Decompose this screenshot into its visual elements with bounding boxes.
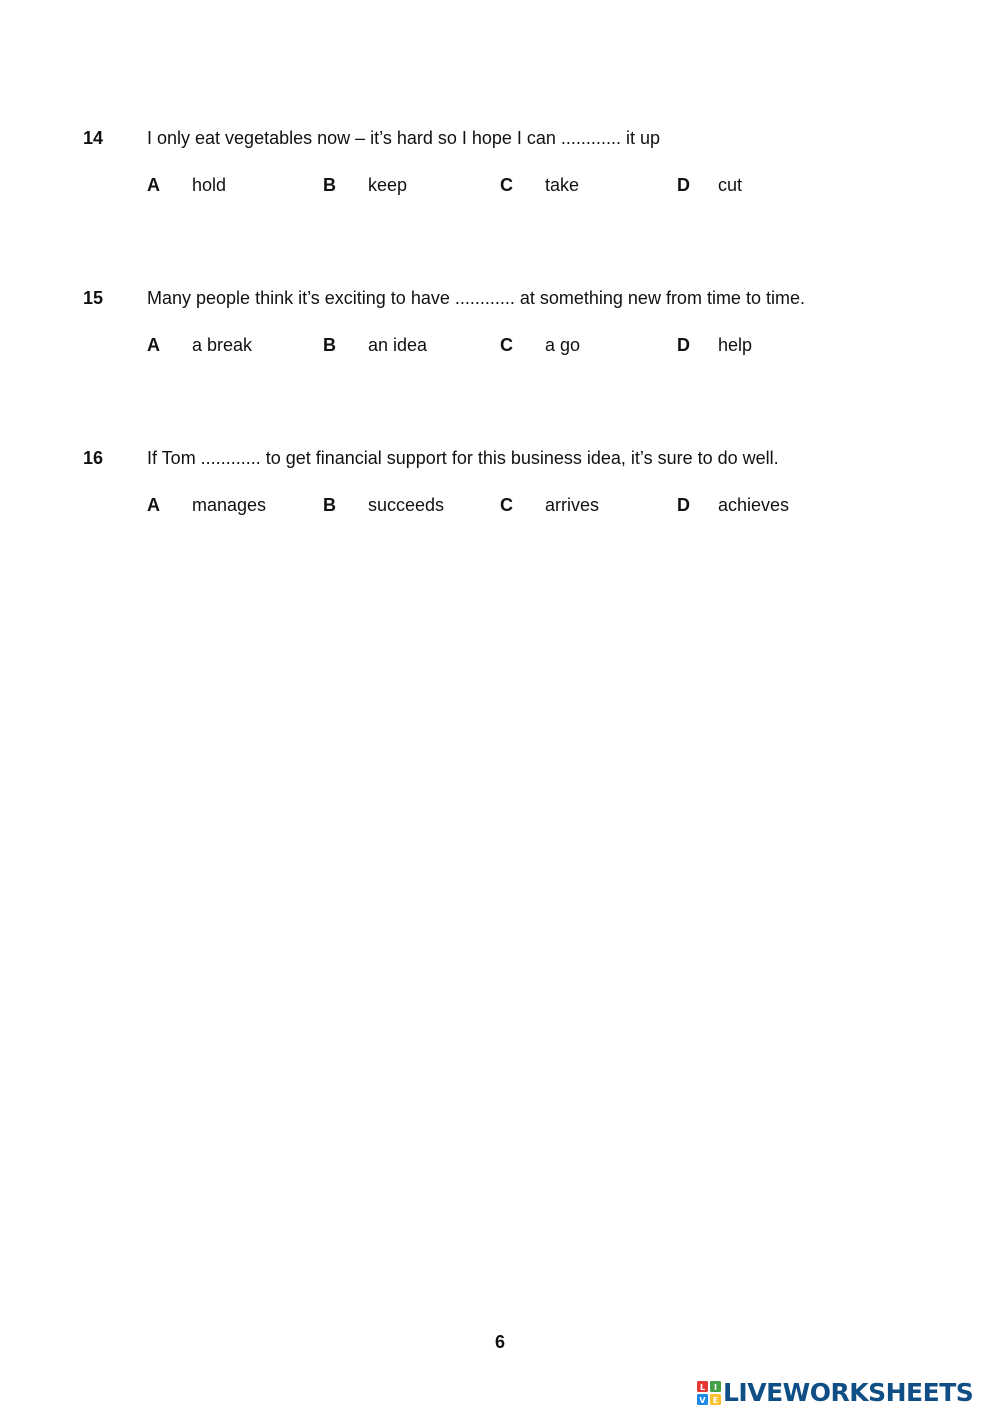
question-14 <box>0 127 1000 217</box>
option-letter-a[interactable]: A <box>147 495 160 515</box>
question-text: I only eat vegetables now – it’s hard so I hope I can ............ it up <box>147 128 660 148</box>
option-letter-b[interactable]: B <box>323 495 336 515</box>
option-letter-c[interactable]: C <box>500 495 513 515</box>
question-number: 14 <box>83 128 104 148</box>
option-text-b[interactable]: succeeds <box>368 495 445 515</box>
option-text-d[interactable]: achieves <box>718 495 790 515</box>
question-number: 16 <box>83 448 104 468</box>
option-letter-d[interactable]: D <box>677 175 690 195</box>
question-number: 15 <box>83 288 104 308</box>
option-letter-b[interactable]: B <box>323 335 336 355</box>
question-text: If Tom ............ to get financial support for this business idea, it’s sure to do well. <box>147 448 779 468</box>
option-letter-d[interactable]: D <box>677 335 690 355</box>
svg-text:I: I <box>714 1383 717 1392</box>
option-letter-c[interactable]: C <box>500 175 513 195</box>
option-text-a[interactable]: hold <box>192 175 227 195</box>
option-text-a[interactable]: manages <box>192 495 267 515</box>
question-16 <box>0 447 1000 537</box>
svg-text:V: V <box>699 1396 706 1405</box>
brand-footer <box>697 1377 973 1409</box>
option-text-a[interactable]: a break <box>192 335 253 355</box>
option-text-c[interactable]: arrives <box>545 495 600 515</box>
option-letter-a[interactable]: A <box>147 335 160 355</box>
option-letter-d[interactable]: D <box>677 495 690 515</box>
option-letter-c[interactable]: C <box>500 335 513 355</box>
brand-name: LIVEWORKSHEETS <box>723 1378 974 1407</box>
question-text: Many people think it’s exciting to have ............ at something new from time to time. <box>147 288 805 308</box>
option-text-d[interactable]: cut <box>718 175 743 195</box>
option-text-c[interactable]: a go <box>545 335 581 355</box>
option-text-b[interactable]: an idea <box>368 335 428 355</box>
option-letter-a[interactable]: A <box>147 175 160 195</box>
option-text-d[interactable]: help <box>718 335 753 355</box>
option-text-b[interactable]: keep <box>368 175 408 195</box>
option-letter-b[interactable]: B <box>323 175 336 195</box>
option-text-c[interactable]: take <box>545 175 580 195</box>
svg-text:E: E <box>712 1396 719 1405</box>
liveworksheets-logo-icon <box>697 1381 721 1405</box>
question-15 <box>0 287 1000 377</box>
svg-text:L: L <box>699 1383 706 1392</box>
page-number: 6 <box>494 1332 505 1352</box>
